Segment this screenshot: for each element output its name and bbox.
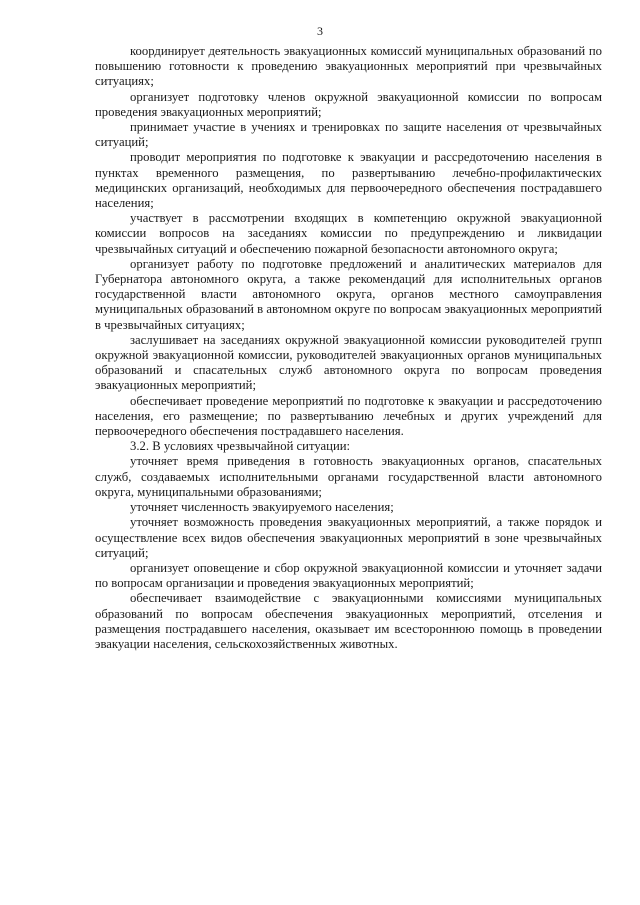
paragraph: обеспечивает проведение мероприятий по подготовке к эвакуации и рассредоточению населения, его размещение; по развертыванию лечебных и других учреждений для первоочередного обеспечения пострадавшего населения. <box>95 393 602 439</box>
paragraph: организует подготовку членов окружной эвакуационной комиссии по вопросам проведения эвакуационных мероприятий; <box>95 89 602 119</box>
section-heading: 3.2. В условиях чрезвычайной ситуации: <box>130 439 351 454</box>
paragraph: уточняет численность эвакуируемого населения; <box>130 500 394 515</box>
page-number: 3 <box>317 24 323 38</box>
paragraph: участвует в рассмотрении входящих в компетенцию окружной эвакуационной комиссии вопросов на заседаниях комиссии по предупреждению и ликвидации чрезвычайных ситуаций и обеспечению пожарной безопасности автономного округа; <box>95 211 602 256</box>
paragraph: проводит мероприятия по подготовке к эвакуации и рассредоточению населения в пунктах временного размещения, по развертыванию лечебно-профилактических медицинских организаций, необходимых для первоочередного обеспечения пострадавшего населения; <box>95 150 602 211</box>
paragraph: обеспечивает взаимодействие с эвакуационными комиссиями муниципальных образований по вопросам обеспечения эвакуационных мероприятий, отселения и размещения пострадавшего населения, оказывает им всестороннюю помощь в проведении эвакуации населения, сельскохозяйственных животных. <box>95 591 602 651</box>
paragraph: заслушивает на заседаниях окружной эвакуационной комиссии руководителей групп окружной эвакуационной комиссии, руководителей эвакуационных органов муниципальных образований и спасательных служб автономного округа по вопросам проведения эвакуационных мероприятий; <box>95 332 602 393</box>
paragraph: принимает участие в учениях и тренировках по защите населения от чрезвычайных ситуаций; <box>95 120 602 150</box>
paragraph: уточняет время приведения в готовность эвакуационных органов, спасательных служб, создаваемых исполнительными органами государственной власти автономного округа, муниципальными образованиями; <box>95 454 602 499</box>
paragraph: координирует деятельность эвакуационных комиссий муниципальных образований по повышению готовности к проведению эвакуационных мероприятий при чрезвычайных ситуациях; <box>95 44 602 89</box>
paragraph: организует работу по подготовке предложений и аналитических материалов для Губернатора автономного округа, а также рекомендаций для исполнительных органов государственной власти автономного округа, органов местного самоуправления муниципальных образований в автономном округе по вопросам эвакуационных мероприятий в чрезвычайных ситуациях; <box>95 256 602 332</box>
paragraph: организует оповещение и сбор окружной эвакуационной комиссии и уточняет задачи по вопросам организации и проведения эвакуационных мероприятий; <box>95 560 602 591</box>
paragraph: уточняет возможность проведения эвакуационных мероприятий, а также порядок и осуществление всех видов обеспечения эвакуационных мероприятий в зоне чрезвычайных ситуаций; <box>95 515 602 560</box>
document-body <box>95 44 602 652</box>
